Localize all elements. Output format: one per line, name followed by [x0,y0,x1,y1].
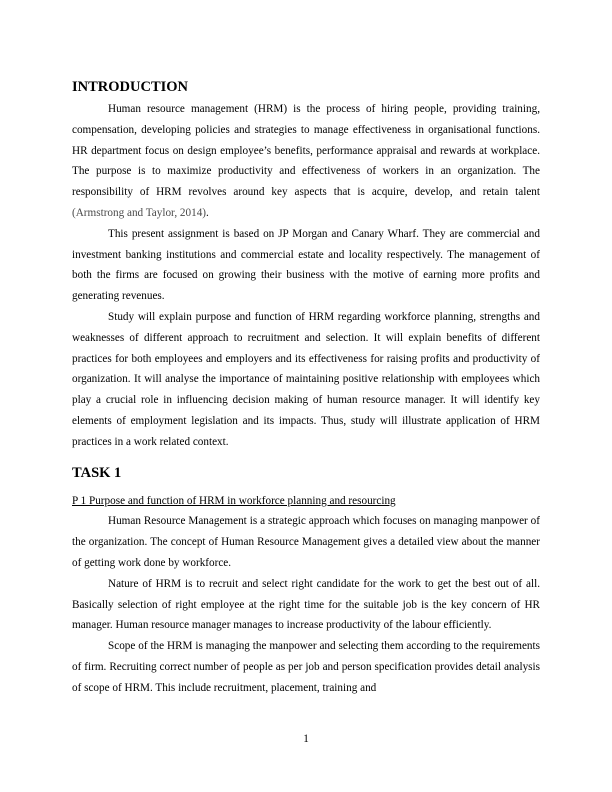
introduction-paragraph-1 [72,99,540,224]
task-1-paragraph-3: Scope of the HRM is managing the manpower and selecting them according to the requirements of firm. Recruiting correct number of people as per job and person specification provides detail analysis of scope of HRM. This include recruitment, placement, training and [72,640,540,694]
task-1-subheading: P 1 Purpose and function of HRM in workforce planning and resourcing [72,494,396,507]
citation: (Armstrong and Taylor, 2014) [72,206,207,219]
task-1-paragraph-2: Nature of HRM is to recruit and select right candidate for the work to get the best out of all. Basically selection of right employee at the right time for the suitable job is the key concern of HR manager. Human resource manager manages to increase productivity of the labour efficiently. [72,577,540,632]
page-number: 1 [303,733,309,745]
introduction-paragraph-3: Study will explain purpose and function of HRM regarding workforce planning, strengths and weaknesses of different approach to recruitment and selection. It will explain benefits of different practices for both employees and employers and its effectiveness for raising profits and productivity of organization. It will analyse the importance of maintaining positive relationship with employees which play a crucial role in influencing decision making of human resource manager. It will identify key elements of employment legislation and its impacts. Thus, study will illustrate application of HRM practices in a work related context. [72,310,540,448]
introduction-paragraph-1-text: Human resource management (HRM) is the process of hiring people, providing training, compensation, developing policies and strategies to manage effectiveness in organisational functions. HR department focus on design employee’s benefits, performance appraisal and rewards at workplace. The purpose is to maximize productivity and effectiveness of workers in an organization. The responsibility of HRM revolves around key aspects that is acquire, develop, and retain talent [72,103,540,199]
task-1-paragraph-1: Human Resource Management is a strategic approach which focuses on managing manpower of the organization. The concept of Human Resource Management gives a detailed view about the manner of getting work done by workforce. [72,515,540,569]
document-page [72,78,540,699]
task-1-heading: TASK 1 [72,464,122,481]
introduction-paragraph-1-end: . [206,206,209,219]
introduction-paragraph-2: This present assignment is based on JP Morgan and Canary Wharf. They are commercial and investment banking institutions and commercial estate and locality respectively. The management of both the firms are focused on growing their business with the motive of earning more profits and generating revenues. [72,227,540,303]
introduction-heading: INTRODUCTION [72,79,189,95]
